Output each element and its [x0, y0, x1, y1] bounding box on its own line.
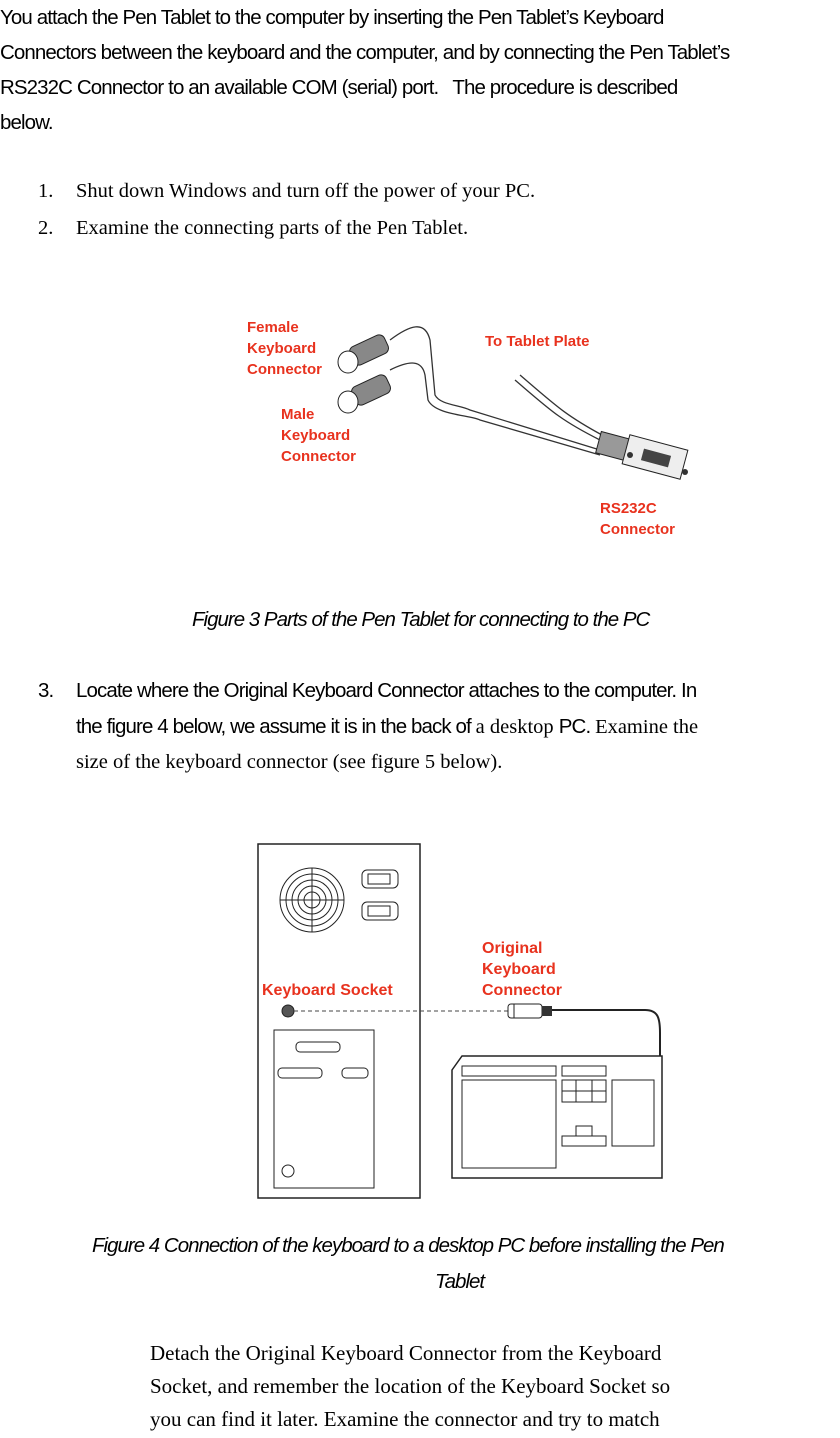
male-keyboard-connector-icon — [338, 373, 392, 413]
step-text: Shut down Windows and turn off the power of your PC. — [76, 180, 536, 202]
step-text-part: Examine the — [595, 716, 699, 738]
io-panel — [274, 1030, 374, 1188]
figure-4-caption: Tablet — [435, 1270, 485, 1293]
parallel-port-icon — [296, 1042, 340, 1052]
female-connector-label: Female — [247, 319, 299, 336]
com-port-icon — [342, 1068, 368, 1078]
step-number: 3. — [38, 679, 54, 702]
female-keyboard-connector-icon — [338, 333, 390, 373]
step-3 — [0, 673, 840, 783]
step-text-line-2 — [76, 709, 698, 745]
intro-line: RS232C Connector to an available COM (serial) port. The procedure is described — [0, 76, 678, 99]
keyboard-icon — [452, 1056, 662, 1178]
keyboard-socket-label: Keyboard Socket — [262, 982, 393, 999]
closing-line: Detach the Original Keyboard Connector from the Keyboard — [150, 1341, 662, 1365]
pen-tablet-parts-figure — [230, 300, 710, 560]
intro-paragraph — [0, 0, 840, 140]
serial-port-icon — [278, 1068, 322, 1078]
rs232c-connector-icon — [596, 431, 688, 479]
step-text: Examine the connecting parts of the Pen Tablet. — [76, 217, 469, 239]
male-connector-label: Connector — [281, 448, 356, 465]
intro-line: below. — [0, 111, 53, 134]
intro-line: Connectors between the keyboard and the computer, and by connecting the Pen Tablet’s — [0, 41, 730, 64]
original-connector-label: Connector — [482, 982, 562, 999]
case-screw-icon — [282, 1165, 294, 1177]
figure-4-caption: Figure 4 Connection of the keyboard to a desktop PC before installing the Pen — [92, 1234, 724, 1257]
original-keyboard-connector-icon — [508, 1004, 552, 1018]
fan-vent-icon — [280, 868, 344, 932]
step-text: size of the keyboard connector (see figure 5 below). — [76, 751, 503, 773]
original-connector-label: Keyboard — [482, 961, 556, 978]
female-connector-label: Connector — [247, 361, 322, 378]
step-text-part: the figure 4 below, we assume it is in the back of — [76, 715, 476, 738]
rs232c-connector-label: RS232C — [600, 500, 657, 517]
closing-line: you can find it later. Examine the connector and try to match — [150, 1407, 660, 1431]
rs232c-connector-label: Connector — [600, 521, 675, 538]
figure-3-caption: Figure 3 Parts of the Pen Tablet for connecting to the PC — [192, 608, 650, 631]
intro-line: You attach the Pen Tablet to the computer by inserting the Pen Tablet’s Keyboard — [0, 6, 664, 29]
male-connector-label: Male — [281, 406, 315, 423]
original-connector-label: Original — [482, 940, 543, 957]
keyboard-socket-icon — [282, 1005, 294, 1017]
male-connector-label: Keyboard — [281, 427, 351, 444]
keyboard-cable — [552, 1010, 660, 1056]
step-text-part: a desktop — [475, 716, 559, 738]
step-2 — [0, 211, 840, 246]
closing-paragraph — [150, 1337, 670, 1436]
female-connector-label: Keyboard — [247, 340, 317, 357]
step-text-part: PC. — [558, 715, 596, 738]
step-text: Locate where the Original Keyboard Connector attaches to the computer. In — [76, 679, 697, 702]
step-number: 2. — [38, 217, 54, 239]
closing-line: Socket, and remember the location of the Keyboard Socket so — [150, 1374, 671, 1398]
step-number: 1. — [38, 180, 54, 202]
keyboard-connection-figure — [250, 838, 680, 1204]
tablet-plate-label: To Tablet Plate — [485, 333, 590, 350]
step-1 — [0, 174, 840, 209]
